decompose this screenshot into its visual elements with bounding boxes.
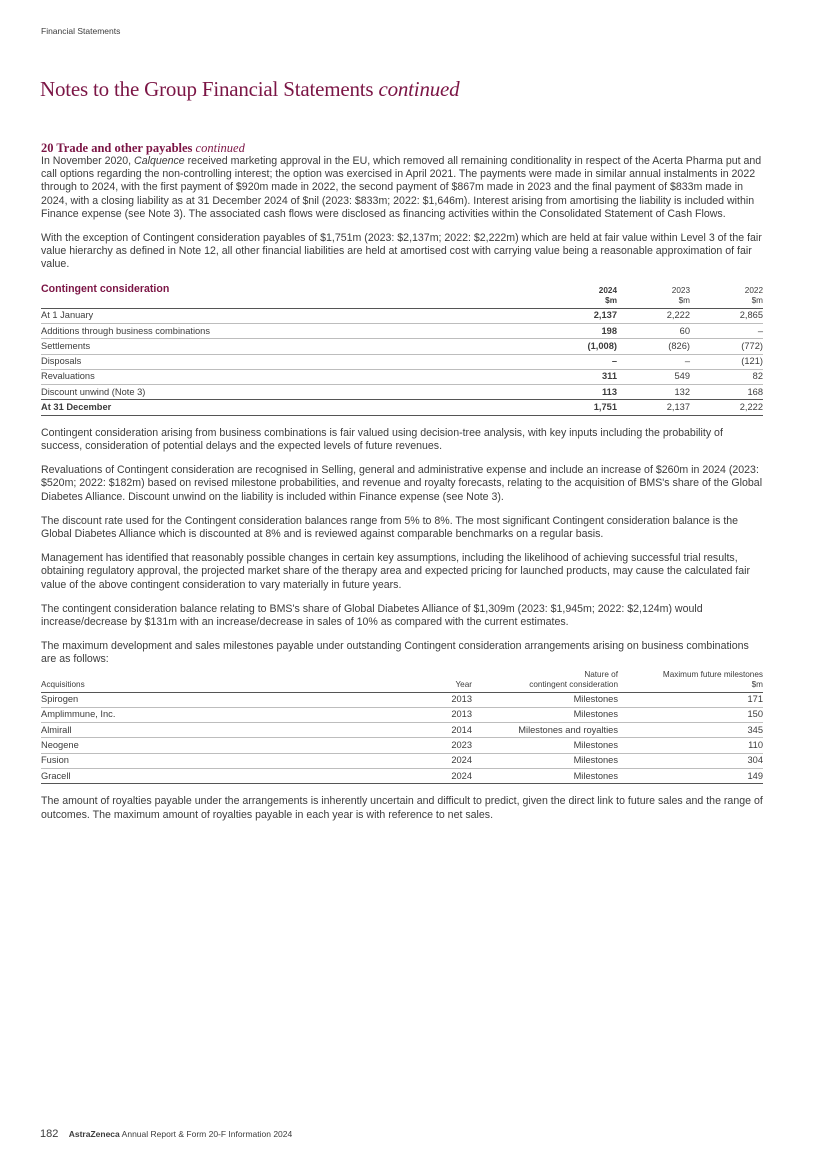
table-row — [41, 385, 763, 400]
contingent-consideration-heading: Contingent consideration — [41, 282, 170, 295]
row-label: Disposals — [41, 354, 532, 369]
cell-2023: 2,137 — [617, 400, 690, 415]
column-header-2024 — [532, 286, 617, 309]
cell-2022: (121) — [690, 354, 763, 369]
acquisition-nature: Milestones — [472, 738, 618, 753]
paragraph-discount-rate: The discount rate used for the Contingent consideration balances range from 5% to 8%. The most significant Contingent consideration balance is the Global Diabetes Alliance which is discounted at 8% and is reviewed against comparable benchmarks on a regular basis. — [41, 514, 739, 540]
cell-2022: (772) — [690, 339, 763, 354]
page-footer — [40, 1128, 292, 1140]
page-title — [40, 77, 459, 102]
cell-2023: (826) — [617, 339, 690, 354]
note-heading — [41, 141, 763, 155]
section-label: Financial Statements — [41, 26, 121, 36]
paragraph-acerta-a: In November 2020, — [41, 155, 135, 167]
row-label: Discount unwind (Note 3) — [41, 385, 532, 400]
acquisition-year: 2023 — [412, 738, 472, 753]
paragraph-assumptions: Management has identified that reasonably possible changes in certain key assumptions, including the likelihood of achieving successful trial results, obtaining regulatory approval, the projected market share of the therapy area and expected pricing for launched products, may cause the calculated fair value of the above contingent consideration to vary materially in future years. — [41, 552, 751, 591]
acquisition-year: 2013 — [412, 707, 472, 722]
table-row — [41, 738, 763, 753]
paragraph-royalties: The amount of royalties payable under the arrangements is inherently uncertain and difficult to predict, given the direct link to future sales and the range of outcomes. The maximum amount of royalties payable in each year is with reference to net sales. — [41, 795, 763, 821]
column-header-nature — [472, 670, 618, 693]
milestones-table — [41, 670, 763, 785]
cell-2023: 132 — [617, 385, 690, 400]
cell-2024: (1,008) — [532, 339, 617, 354]
paragraph-acerta-b: received marketing approval in the EU, which removed all remaining conditionality in respect of the Acerta Pharma put and call options regarding the non-controlling interest; the option was exercised in April 2021. The payments were made in similar annual instalments in 2022 through to 2024, with the first payment of $920m made in 2022, the second payment of $867m made in 2023 and the final payment of $833m made in 2024, with a closing liability as at 31 December 2024 of $nil (2023: $833m; 2022: $1,646m). Interest arising from amortising the liability is included within Finance expense (see Note 3). The associated cash flows were disclosed as financing activities within the Consolidated Statement of Cash Flows. — [41, 155, 762, 220]
note-heading-suffix: continued — [195, 141, 245, 155]
cell-2023: 60 — [617, 323, 690, 338]
cell-2022: 82 — [690, 369, 763, 384]
acquisition-max: 304 — [618, 753, 763, 768]
acquisition-nature: Milestones — [472, 769, 618, 784]
paragraph-sensitivity: The contingent consideration balance relating to BMS's share of Global Diabetes Alliance of $1,309m (2023: $1,945m; 2022: $2,124m) would increase/decrease by $131m with an increase/decrease in sales of 10% as compared with the current estimates. — [41, 602, 703, 628]
row-label: Settlements — [41, 339, 532, 354]
table-row — [41, 354, 763, 369]
contingent-consideration-table — [41, 286, 763, 416]
column-year: 2024 — [598, 285, 617, 295]
acquisition-name: Gracell — [41, 769, 412, 784]
table-total-row — [41, 400, 763, 415]
row-label: At 1 January — [41, 308, 532, 323]
note-heading-main: 20 Trade and other payables — [41, 141, 193, 155]
cell-2024: 113 — [532, 385, 617, 400]
cell-2024: 198 — [532, 323, 617, 338]
paragraph-acerta — [41, 155, 763, 221]
column-unit: $m — [751, 295, 763, 305]
acquisition-name: Neogene — [41, 738, 412, 753]
table-row — [41, 308, 763, 323]
calquence-text: Calquence — [134, 155, 185, 167]
cell-2022: 2,865 — [690, 308, 763, 323]
column-header-nature-line1: Nature of — [584, 669, 618, 679]
table-row — [41, 769, 763, 784]
column-year: 2022 — [744, 285, 763, 295]
table-row — [41, 323, 763, 338]
row-label: Additions through business combinations — [41, 323, 532, 338]
table-row — [41, 707, 763, 722]
column-header-max-line2: $m — [751, 679, 763, 689]
acquisition-year: 2014 — [412, 723, 472, 738]
row-label: At 31 December — [41, 400, 532, 415]
acquisition-nature: Milestones — [472, 707, 618, 722]
acquisition-max: 345 — [618, 723, 763, 738]
acquisition-max: 110 — [618, 738, 763, 753]
acquisition-max: 149 — [618, 769, 763, 784]
acquisition-max: 171 — [618, 692, 763, 707]
footer-brand: AstraZeneca — [68, 1129, 120, 1139]
cell-2024: 2,137 — [532, 308, 617, 323]
cell-2023: 549 — [617, 369, 690, 384]
acquisition-name: Spirogen — [41, 692, 412, 707]
column-unit: $m — [605, 295, 617, 305]
column-header-acquisitions: Acquisitions — [41, 679, 85, 689]
paragraph-decision-tree: Contingent consideration arising from business combinations is fair valued using decision-tree analysis, with key inputs including the probability of success, consideration of potential delays and the expected levels of future revenues. — [41, 426, 723, 452]
table-row — [41, 339, 763, 354]
column-header-max-line1: Maximum future milestones — [662, 669, 763, 679]
cell-2023: – — [617, 354, 690, 369]
page-number: 182 — [40, 1128, 59, 1140]
cell-2022: 2,222 — [690, 400, 763, 415]
cell-2023: 2,222 — [617, 308, 690, 323]
row-label: Revaluations — [41, 369, 532, 384]
page-title-suffix: continued — [378, 77, 460, 101]
column-header-max — [618, 670, 763, 693]
column-header-nature-line2: contingent consideration — [529, 679, 618, 689]
acquisition-year: 2013 — [412, 692, 472, 707]
acquisition-year: 2024 — [412, 753, 472, 768]
acquisition-name: Fusion — [41, 753, 412, 768]
column-year: 2023 — [671, 285, 690, 295]
column-header-2022 — [690, 286, 763, 309]
footer-document-title: Annual Report & Form 20-F Information 2024 — [121, 1129, 293, 1139]
acquisition-name: Amplimmune, Inc. — [41, 707, 412, 722]
acquisition-nature: Milestones and royalties — [472, 723, 618, 738]
cell-2022: – — [690, 323, 763, 338]
column-header-year: Year — [455, 679, 472, 689]
paragraph-revaluations: Revaluations of Contingent consideration are recognised in Selling, general and administrative expense and include an increase of $260m in 2024 (2023: $520m; 2022: $182m) based on revised milestone probabilities, and revenue and royalty forecasts, relating to the acquisition of BMS's share of the Global Diabetes Alliance. Discount unwind on the liability is included within Finance expense (see Note 3). — [41, 464, 763, 503]
table-row — [41, 369, 763, 384]
table-row — [41, 723, 763, 738]
page-title-main: Notes to the Group Financial Statements — [40, 77, 374, 101]
acquisition-max: 150 — [618, 707, 763, 722]
acquisition-name: Almirall — [41, 723, 412, 738]
paragraph-milestones-intro: The maximum development and sales milestones payable under outstanding Contingent consideration arrangements arising on business combinations are as follows: — [41, 640, 749, 666]
table-row — [41, 692, 763, 707]
column-unit: $m — [678, 295, 690, 305]
page-content — [41, 141, 763, 833]
cell-2024: 1,751 — [532, 400, 617, 415]
paragraph-fair-value: With the exception of Contingent consideration payables of $1,751m (2023: $2,137m; 2022: $2,222m) which are held at fair value within Level 3 of the fair value hierarchy as defined in Note 12, all other financial liabilities are held at amortised cost with carrying value being a reasonable approximation of fair value. — [41, 232, 762, 271]
table-header-row — [41, 670, 763, 693]
cell-2024: 311 — [532, 369, 617, 384]
acquisition-nature: Milestones — [472, 753, 618, 768]
acquisition-year: 2024 — [412, 769, 472, 784]
column-header-2023 — [617, 286, 690, 309]
acquisition-nature: Milestones — [472, 692, 618, 707]
cell-2024: – — [532, 354, 617, 369]
table-row — [41, 753, 763, 768]
cell-2022: 168 — [690, 385, 763, 400]
